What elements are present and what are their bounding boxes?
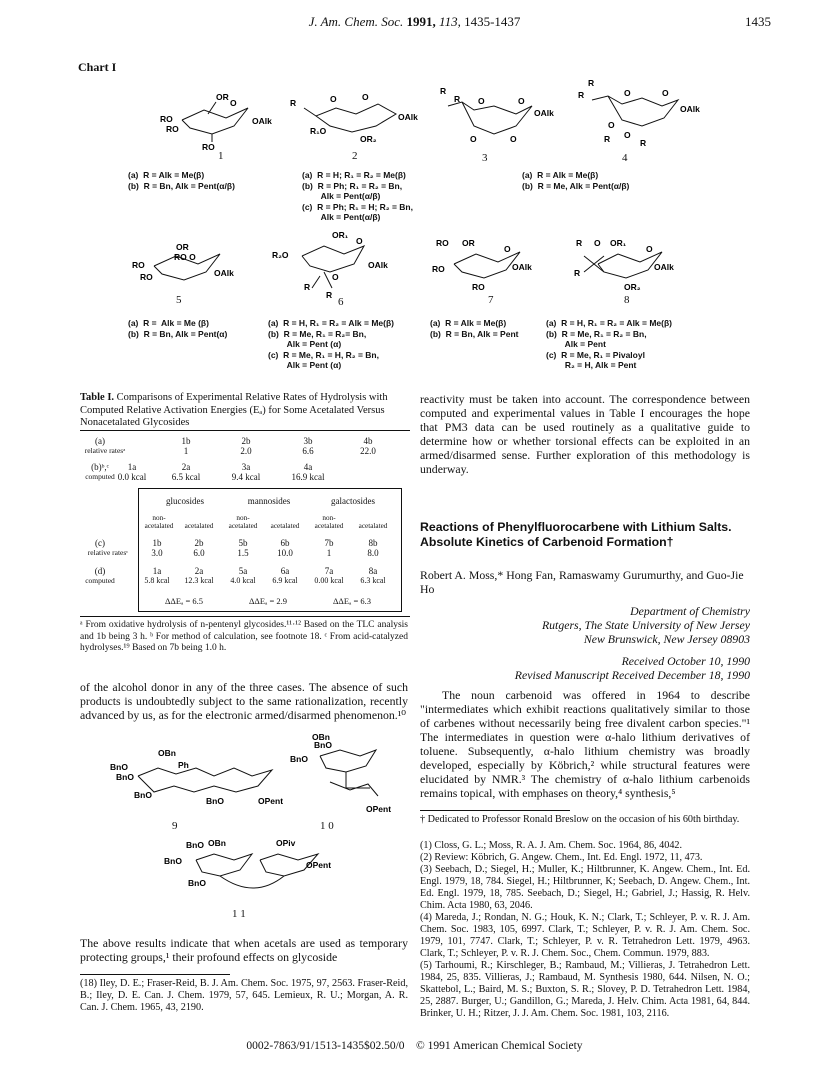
label: BnO	[206, 796, 224, 806]
footnote-rule	[80, 974, 230, 975]
cell-value: 6.6	[302, 446, 314, 456]
structure-9	[110, 746, 300, 806]
group-header: galactosides	[331, 496, 375, 506]
svg-text:RO: RO	[160, 114, 173, 124]
svg-text:OAlk: OAlk	[368, 260, 388, 270]
svg-text:R: R	[578, 90, 585, 100]
svg-text:R: R	[640, 138, 647, 148]
label: OBn	[208, 838, 226, 848]
cell-value: 6.9 kcal	[272, 576, 298, 585]
footnote-18: (18) Iley, D. E.; Fraser-Reid, B. J. Am. Chem. Soc. 1975, 97, 2563. Fraser-Reid, B.; Iley, D. E. Can. J. Chem. 1979, 57, 645. Lemieux, R. U.; Morgan, A. R. Can. J. Chem. 1965, 43, 2190.	[80, 978, 408, 1013]
structure-5	[132, 238, 262, 298]
cell-id: 7a	[324, 566, 334, 576]
svg-text:RO O: RO O	[174, 252, 196, 262]
svg-text:OR₁: OR₁	[610, 238, 627, 248]
received-date: Received October 10, 1990	[621, 654, 750, 668]
cell-value: 6.5 kcal	[171, 472, 201, 482]
left-paragraph-1: of the alcohol donor in any of the three cases. The absence of such products is undoubtedly subject to the same rationalization, recently advanced by us, as for the electronic armed/disarmed phenomenon.¹⁰	[80, 680, 408, 722]
structure-3	[440, 82, 560, 152]
svg-text:R: R	[304, 282, 311, 292]
cell-id: 1b	[152, 538, 162, 548]
page-number: 1435	[745, 14, 771, 29]
svg-text:O: O	[624, 88, 631, 98]
cell-id: 5a	[238, 566, 248, 576]
cell-id: 3b	[303, 436, 313, 446]
cell-value: 4.0 kcal	[230, 576, 256, 585]
table-title	[80, 392, 408, 430]
row-label: (a)	[95, 436, 105, 446]
delta-value: ΔΔEₐ = 2.9	[248, 596, 288, 606]
footer-code: 0002-7863/91/1513-1435$02.50/0	[246, 1040, 405, 1052]
svg-text:OAlk: OAlk	[214, 268, 234, 278]
cell-id: 4b	[363, 436, 373, 446]
structure-11	[164, 838, 354, 898]
table-bottom-rule	[80, 616, 410, 617]
svg-text:O: O	[518, 96, 525, 106]
structure-1	[160, 88, 290, 150]
label: OPent	[306, 860, 332, 870]
svg-text:O: O	[662, 88, 669, 98]
svg-text:OAlk: OAlk	[398, 112, 418, 122]
caption-8: (a) R = H, R₁ = R₂ = Alk = Me(β) (b) R = Me, R₁ = R₂ = Bn, Alk = Pent (c) R = Me, R₁ = Pivaloyl R₂ = H, Alk = Pent	[546, 318, 672, 370]
subhead: acetalated	[270, 522, 300, 530]
row-sub: relative ratesᶜ	[87, 548, 129, 557]
compound-number: 3	[482, 152, 488, 164]
subhead: non- acetalated	[228, 514, 258, 530]
cell-id: 6a	[280, 566, 290, 576]
cell-value: 16.9 kcal	[291, 472, 325, 482]
cell-value: 0.00 kcal	[314, 576, 344, 585]
label: Ph	[178, 760, 189, 770]
label: OPiv	[276, 838, 296, 848]
structure-7	[432, 236, 562, 298]
compound-number: 1 0	[320, 820, 334, 832]
svg-text:O: O	[510, 134, 517, 144]
svg-text:O: O	[608, 120, 615, 130]
svg-text:OAlk: OAlk	[252, 116, 272, 126]
row-label: (d)	[94, 566, 106, 576]
label: OPent	[366, 804, 392, 814]
cell-value: 2.0	[240, 446, 252, 456]
structure-10	[290, 732, 410, 814]
subhead: non- acetalated	[144, 514, 174, 530]
cell-value: 6.3 kcal	[360, 576, 386, 585]
cell-id: 3a	[241, 462, 251, 472]
table-label: Table I.	[80, 392, 115, 403]
authors: Robert A. Moss,* Hong Fan, Ramaswamy Gurumurthy, and Guo-Jie Ho	[420, 568, 744, 596]
caption-1: (a) R = Alk = Me(β) (b) R = Bn, Alk = Pent(α/β)	[128, 170, 235, 191]
structure-2	[290, 90, 430, 150]
svg-text:RO: RO	[436, 238, 449, 248]
affiliation-univ: Rutgers, The State University of New Jersey	[541, 618, 750, 632]
cell-value: 5.8 kcal	[144, 576, 170, 585]
chart-label: Chart I	[78, 60, 117, 74]
svg-text:OAlk: OAlk	[534, 108, 554, 118]
article-body: The noun carbenoid was offered in 1964 to describe "intermediates which exhibit reactions qualitatively similar to those of carbenes without necessarily being free divalent carbon species."¹ The intermediates in question were α-halo lithium derivatives of toluene. Subsequently, α-halo lithium chemistry was broadly developed, especially by Köbrich,² while structural features were elucidated by NMR.³ The chemistry of α-halo lithium carbenoids remains topical, with emphases on theory,⁴ synthesis,⁵	[420, 688, 750, 800]
svg-text:R: R	[588, 78, 595, 88]
label: BnO	[186, 840, 204, 850]
cell-value: 10.0	[277, 548, 293, 558]
reference-2: (2) Review: Köbrich, G. Angew. Chem., Int. Ed. Engl. 1972, 11, 473.	[420, 852, 703, 863]
structure-6	[272, 228, 412, 300]
cell-id: 1a	[152, 566, 162, 576]
row-label: (b)ᵇ,ᶜ	[91, 462, 109, 472]
svg-text:O: O	[624, 130, 631, 140]
affiliation	[420, 604, 750, 646]
reference-4: (4) Mareda, J.; Rondan, N. G.; Houk, K. N.; Clark, T.; Schleyer, P. v. R. J. Am. Chem. Soc. 1983, 105, 6997. Clark, T.; Schleyer, P. v. R. J. Am. Chem. Soc. 1979, 101, 7747. Clark, T.; Schleyer, P. v. R. Tetrahedron Lett. 1979, 4963. Clark, T.; Schleyer, P. v. R. J. Chem. Soc., Chem. Commun. 1979, 883.	[420, 912, 750, 959]
running-header	[0, 14, 829, 30]
cell-value: 22.0	[360, 446, 376, 456]
reference-1: (1) Closs, G. L.; Moss, R. A. J. Am. Chem. Soc. 1964, 86, 4042.	[420, 840, 683, 851]
cell-id: 2b	[194, 538, 204, 548]
table-top-rule	[80, 430, 410, 431]
label: BnO	[134, 790, 152, 800]
svg-text:O: O	[330, 94, 337, 104]
caption-6: (a) R = H, R₁ = R₂ = Alk = Me(β) (b) R = Me, R₁ = R₂= Bn, Alk = Pent (α) (c) R = Me, R₁ = H, R₂ = Bn, Alk = Pent (α)	[268, 318, 394, 370]
footnote-rule	[420, 810, 570, 811]
svg-text:O: O	[230, 98, 237, 108]
cell-value: 0.0 kcal	[117, 472, 147, 482]
row-sub: computed	[85, 576, 115, 585]
structure-4	[578, 76, 708, 152]
svg-text:OR: OR	[462, 238, 475, 248]
caption-2: (a) R = H; R₁ = R₂ = Me(β) (b) R = Ph; R₁ = R₂ = Bn, Alk = Pent(α/β) (c) R = Ph; R₁ = H; R₂ = Bn, Alk = Pent(α/β)	[302, 170, 413, 222]
caption-7: (a) R = Alk = Me(β) (b) R = Bn, Alk = Pent	[430, 318, 519, 339]
cell-id: 2a	[194, 566, 204, 576]
svg-text:OR: OR	[216, 92, 229, 102]
cell-value: 3.0	[151, 548, 163, 558]
cell-id: 7b	[324, 538, 334, 548]
article-title: Reactions of Phenylfluorocarbene with Lithium Salts. Absolute Kinetics of Carbenoid Formation†	[420, 520, 732, 549]
compound-number: 4	[622, 152, 628, 164]
svg-text:OAlk: OAlk	[680, 104, 700, 114]
svg-text:R₂O: R₂O	[272, 250, 289, 260]
cell-value: 1	[326, 548, 332, 558]
svg-text:O: O	[594, 238, 601, 248]
journal-year: 1991,	[406, 14, 436, 29]
affiliation-dept: Department of Chemistry	[630, 604, 750, 618]
svg-text:R: R	[604, 134, 611, 144]
label: OPent	[258, 796, 284, 806]
cell-value: 9.4 kcal	[231, 472, 261, 482]
cell-value: 1.5	[237, 548, 249, 558]
svg-text:R: R	[574, 268, 581, 278]
svg-text:O: O	[332, 272, 339, 282]
cell-value: 12.3 kcal	[184, 576, 214, 585]
label: OBn	[158, 748, 176, 758]
delta-value: ΔΔEₐ = 6.3	[332, 596, 372, 606]
row-sub: relative ratesᵃ	[84, 446, 126, 455]
svg-text:OR: OR	[176, 242, 189, 252]
svg-text:RO: RO	[472, 282, 485, 292]
journal-volume: 113,	[439, 14, 461, 29]
subhead: acetalated	[358, 522, 388, 530]
cell-id: 2a	[181, 462, 191, 472]
group-header: glucosides	[166, 496, 204, 506]
compound-number: 7	[488, 294, 494, 306]
svg-text:RO: RO	[432, 264, 445, 274]
row-label: (c)	[95, 538, 105, 548]
svg-text:RO: RO	[140, 272, 153, 282]
delta-value: ΔΔEₐ = 6.5	[164, 596, 204, 606]
label: BnO	[164, 856, 182, 866]
right-paragraph-1: reactivity must be taken into account. The correspondence between computed and experimental values in Table I encourages the hope that PM3 data can be used routinely as a qualitative guide to determine how or whether torsional effects can be exploited in an armed/disarmed sense. Further exploration of this methodology is underway.	[420, 392, 750, 476]
svg-text:O: O	[356, 236, 363, 246]
svg-text:O: O	[470, 134, 477, 144]
cell-value: 6.0	[193, 548, 205, 558]
received-dates	[420, 654, 750, 682]
cell-id: 8b	[368, 538, 378, 548]
label: BnO	[314, 740, 332, 750]
table-caption: Comparisons of Experimental Relative Rates of Hydrolysis with Computed Relative Activation Energies (Eₐ) for Some Acetalated Versus Nonacetalated Glycosides	[80, 392, 388, 428]
cell-value: 8.0	[367, 548, 379, 558]
svg-text:RO: RO	[166, 124, 179, 134]
compound-number: 5	[176, 294, 182, 306]
table-footnote: ᵃ From oxidative hydrolysis of n-pentenyl glycosides.¹¹·¹² Based on the TLC analysis and 1b being 3 h. ᵇ For method of calculation, see footnote 18. ᶜ From acid-catalyzed hydrolyses.¹⁹ Based on 7b being 1.0 h.	[80, 620, 408, 653]
left-paragraph-2: The above results indicate that when acetals are used as temporary protecting groups,¹ their profound effects on glycoside	[80, 936, 408, 964]
svg-text:OAlk: OAlk	[512, 262, 532, 272]
label: OBn	[312, 732, 330, 742]
label: BnO	[116, 772, 134, 782]
compound-number: 2	[352, 150, 358, 162]
revised-date: Revised Manuscript Received December 18, 1990	[514, 668, 750, 682]
svg-text:OR₂: OR₂	[360, 134, 377, 144]
label: BnO	[290, 754, 308, 764]
caption-4: (a) R = Alk = Me(β) (b) R = Me, Alk = Pent(α/β)	[522, 170, 630, 191]
cell-id: 2b	[241, 436, 251, 446]
svg-text:R: R	[454, 94, 461, 104]
svg-text:O: O	[478, 96, 485, 106]
cell-id: 1a	[127, 462, 137, 472]
structure-8	[574, 236, 704, 298]
svg-text:RO: RO	[132, 260, 145, 270]
compound-number: 1	[218, 150, 224, 162]
svg-text:O: O	[646, 244, 653, 254]
svg-text:R₁O: R₁O	[310, 126, 327, 136]
compound-number: 6	[338, 296, 344, 308]
svg-text:RO: RO	[202, 142, 215, 150]
svg-text:OR₁: OR₁	[332, 230, 349, 240]
reference-3: (3) Seebach, D.; Siegel, H.; Muller, K.; Hiltbrunner, K. Angew. Chem., Int. Ed. Engl. 1979, 18, 784. Siegel, H.; Hiltbrunner, K; Seebach, D. Angew. Chem., Int. Ed. Engl. 1979, 18, 785. Seebach, D.; Siegel, H.; Gabriel, J.; Hassig, R. Helv. Chim. Acta 1980, 63, 2046.	[420, 864, 750, 911]
svg-text:R: R	[290, 98, 297, 108]
subhead: non- acetalated	[314, 514, 344, 530]
footer-copyright: © 1991 American Chemical Society	[416, 1040, 583, 1052]
journal-name: J. Am. Chem. Soc.	[308, 14, 404, 29]
svg-text:OAlk: OAlk	[654, 262, 674, 272]
dedication: † Dedicated to Professor Ronald Breslow on the occasion of his 60th birthday.	[420, 814, 740, 825]
subhead: acetalated	[184, 522, 214, 530]
compound-number: 1 1	[232, 908, 246, 920]
svg-text:OR₂: OR₂	[624, 282, 641, 292]
reference-list	[420, 840, 750, 1020]
cell-id: 1b	[181, 436, 191, 446]
affiliation-city: New Brunswick, New Jersey 08903	[583, 632, 750, 646]
label: BnO	[110, 762, 128, 772]
svg-text:R: R	[576, 238, 583, 248]
caption-5: (a) R = Alk = Me (β) (b) R = Bn, Alk = Pent(α)	[128, 318, 228, 339]
svg-text:O: O	[362, 92, 369, 102]
svg-text:O: O	[504, 244, 511, 254]
svg-text:R: R	[440, 86, 447, 96]
label: BnO	[188, 878, 206, 888]
row-sub: computed	[85, 472, 115, 481]
svg-text:R: R	[326, 290, 333, 300]
cell-id: 5b	[238, 538, 248, 548]
reference-5: (5) Tarhoumi, R.; Kirschleger, B.; Rambaud, M.; Villieras, J. Tetrahedron Lett. 1984, 25, 835. Villieras, J.; Rambaud, M. Synthesis 1980, 644. Nilsen, N. O.; Skattebol, L.; Baird, M. S.; Buxton, S. R.; Slovey, P. D. Tetrahedron Lett. 1984, 25, 2887. Burger, U.; Gandillon, G.; Mareda, J. Helv. Chim. Acta 1981, 64, 844. Brinker, U. H.; Ritzer, J. J. Am. Chem. Soc. 1981, 103, 2116.	[420, 960, 750, 1019]
cell-id: 8a	[368, 566, 378, 576]
cell-id: 6b	[280, 538, 290, 548]
group-header: mannosides	[247, 496, 291, 506]
compound-number: 9	[172, 820, 178, 832]
cell-id: 4a	[303, 462, 313, 472]
page-footer	[0, 1040, 829, 1052]
journal-pages: 1435-1437	[464, 14, 521, 29]
compound-number: 8	[624, 294, 630, 306]
cell-value: 1	[183, 446, 189, 456]
